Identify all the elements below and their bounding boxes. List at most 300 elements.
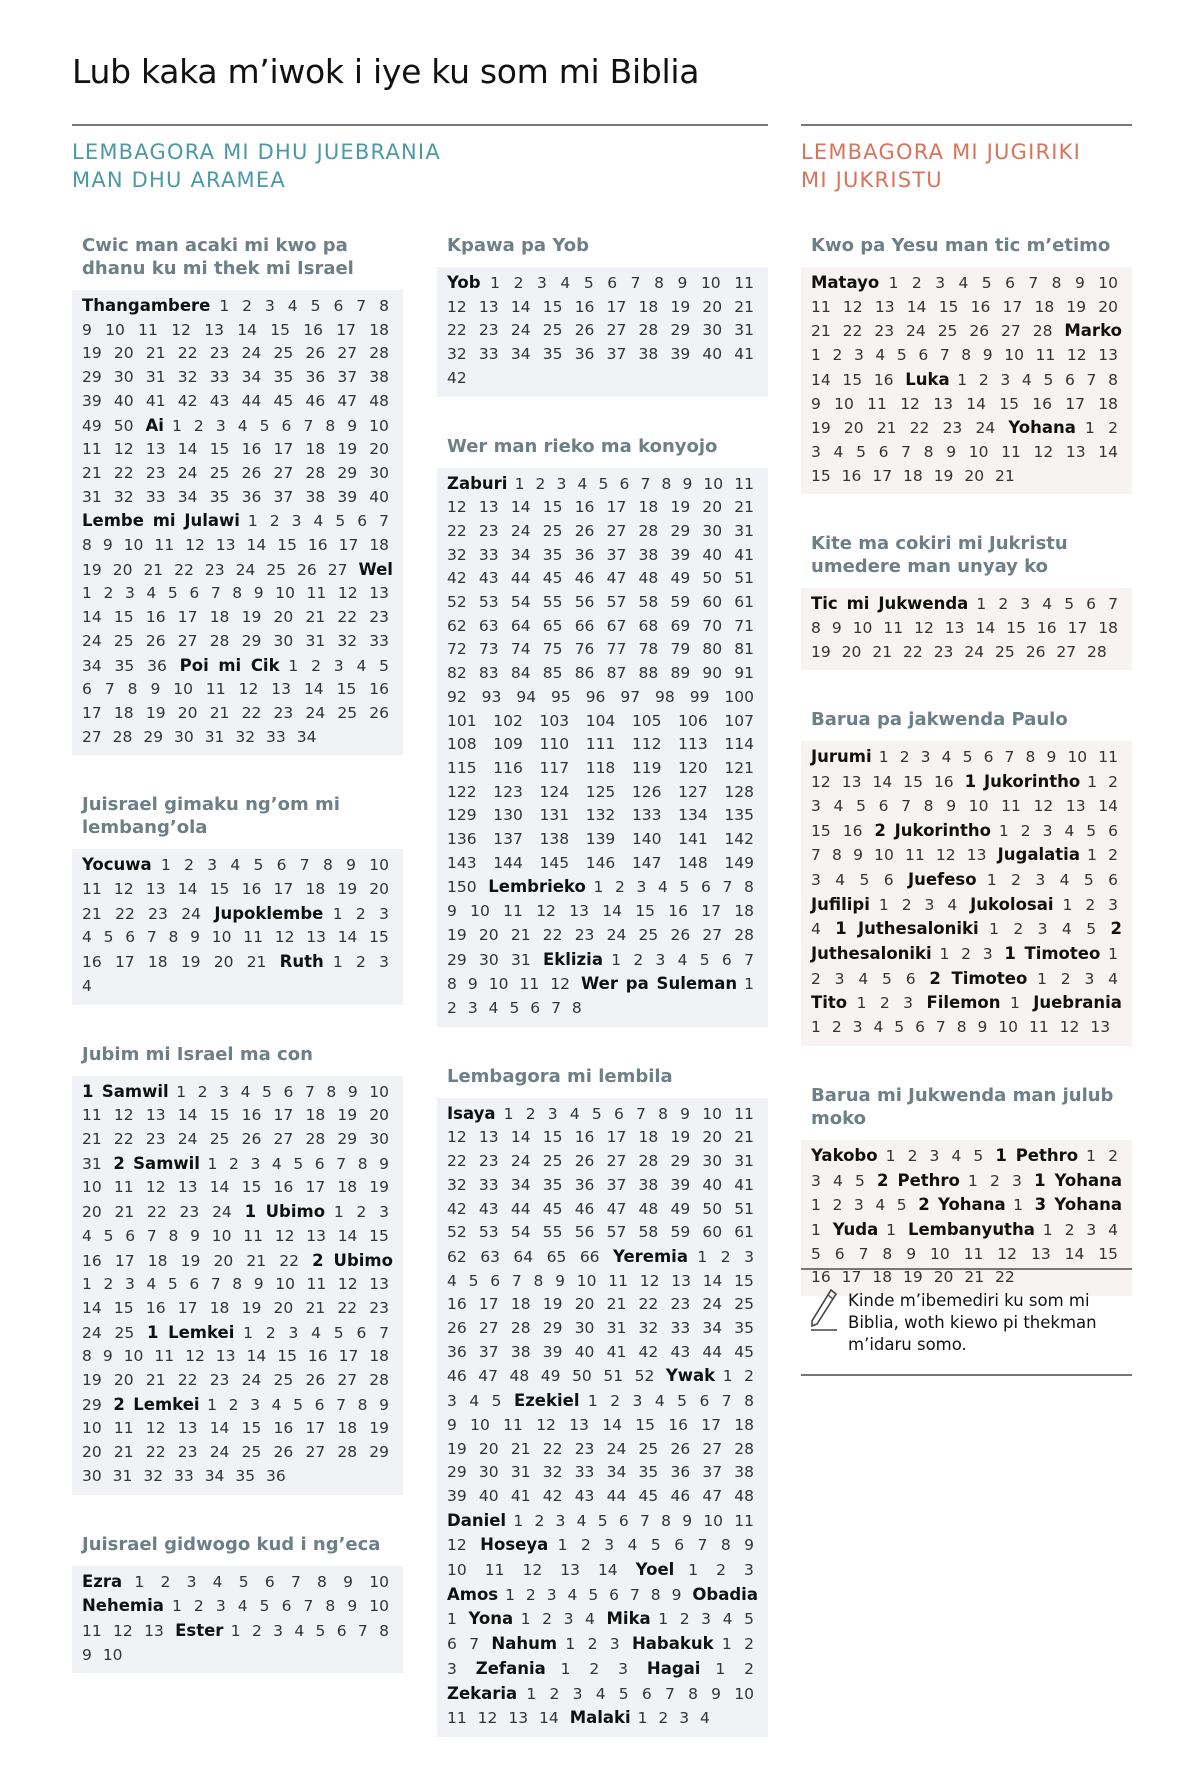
chapter-checkbox[interactable]: 44 [510,1199,531,1218]
chapter-checkbox[interactable]: 6 [878,796,889,815]
chapter-checkbox[interactable]: 20 [82,1203,102,1222]
chapter-checkbox[interactable]: 1 [989,920,999,939]
chapter-checkbox[interactable]: 26 [447,1319,467,1338]
chapter-checkbox[interactable]: 45 [273,391,294,410]
chapter-checkbox[interactable]: 10 [369,1597,389,1616]
chapter-checkbox[interactable]: 3 [852,1018,863,1037]
chapter-checkbox[interactable]: 17 [701,902,721,921]
chapter-checkbox[interactable]: 32 [447,345,467,364]
chapter-checkbox[interactable]: 28 [305,463,326,482]
chapter-checkbox[interactable]: 42 [447,368,467,387]
chapter-checkbox[interactable]: 26 [369,703,390,722]
chapter-checkbox[interactable]: 25 [266,560,287,579]
chapter-checkbox[interactable]: 7 [1086,370,1097,389]
chapter-checkbox[interactable]: 36 [305,368,326,387]
chapter-checkbox[interactable]: 29 [337,463,358,482]
chapter-checkbox[interactable]: 60 [702,1223,723,1242]
chapter-checkbox[interactable]: 14 [510,297,531,316]
chapter-checkbox[interactable]: 132 [585,806,616,825]
chapter-checkbox[interactable]: 12 [113,1621,133,1640]
chapter-checkbox[interactable]: 28 [112,727,133,746]
chapter-checkbox[interactable]: 5 [468,1271,479,1290]
chapter-checkbox[interactable]: 148 [678,853,708,872]
chapter-checkbox[interactable]: 31 [734,521,755,540]
chapter-checkbox[interactable]: 6 [281,416,292,435]
chapter-checkbox[interactable]: 1 [176,1082,187,1101]
chapter-checkbox[interactable]: 17 [841,1268,862,1287]
chapter-checkbox[interactable]: 59 [670,593,691,612]
chapter-checkbox[interactable]: 10 [734,1684,754,1703]
chapter-checkbox[interactable]: 4 [833,796,844,815]
chapter-checkbox[interactable]: 16 [145,1298,166,1317]
chapter-checkbox[interactable]: 12 [914,619,934,638]
chapter-checkbox[interactable]: 7 [630,274,641,292]
chapter-checkbox[interactable]: 34 [177,487,198,506]
chapter-checkbox[interactable]: 17 [305,1178,326,1197]
chapter-checkbox[interactable]: 6 [276,856,287,875]
chapter-checkbox[interactable]: 121 [724,758,754,777]
chapter-checkbox[interactable]: 23 [209,344,230,363]
chapter-checkbox[interactable]: 6 [915,1018,925,1037]
chapter-checkbox[interactable]: 27 [1001,322,1021,341]
chapter-checkbox[interactable]: 39 [670,1175,691,1194]
chapter-checkbox[interactable]: 32 [447,1175,467,1194]
chapter-checkbox[interactable]: 2 [549,1684,560,1703]
chapter-checkbox[interactable]: 23 [478,321,499,340]
chapter-checkbox[interactable]: 3 [834,969,845,988]
chapter-checkbox[interactable]: 35 [114,656,135,675]
chapter-checkbox[interactable]: 6 [641,1684,652,1703]
chapter-checkbox[interactable]: 21 [246,953,267,972]
chapter-checkbox[interactable]: 8 [82,1347,92,1366]
chapter-checkbox[interactable]: 10 [369,416,389,435]
chapter-checkbox[interactable]: 6 [609,1585,619,1604]
chapter-checkbox[interactable]: 22 [903,642,923,661]
chapter-checkbox[interactable]: 11 [503,1415,523,1434]
chapter-checkbox[interactable]: 30 [574,1319,595,1338]
chapter-checkbox[interactable]: 5 [896,346,907,365]
chapter-checkbox[interactable]: 18 [337,1419,358,1438]
chapter-checkbox[interactable]: 2 [978,370,989,389]
chapter-checkbox[interactable]: 9 [831,619,842,638]
chapter-checkbox[interactable]: 15 [635,1415,655,1434]
chapter-checkbox[interactable]: 23 [369,608,390,627]
chapter-checkbox[interactable]: 12 [337,584,358,603]
chapter-checkbox[interactable]: 150 [447,878,477,897]
chapter-checkbox[interactable]: 20 [478,1439,499,1458]
chapter-checkbox[interactable]: 20 [702,498,723,517]
chapter-checkbox[interactable]: 75 [542,640,563,659]
chapter-checkbox[interactable]: 45 [542,569,563,588]
chapter-checkbox[interactable]: 5 [167,584,178,603]
chapter-checkbox[interactable]: 9 [150,680,161,699]
chapter-checkbox[interactable]: 1 [939,945,950,964]
chapter-checkbox[interactable]: 5 [293,1154,304,1173]
chapter-checkbox[interactable]: 14 [539,1709,559,1728]
chapter-checkbox[interactable]: 4 [947,895,958,914]
chapter-checkbox[interactable]: 13 [569,1415,589,1434]
chapter-checkbox[interactable]: 11 [734,274,754,292]
chapter-checkbox[interactable]: 13 [1065,796,1086,815]
chapter-checkbox[interactable]: 12 [1033,442,1054,461]
chapter-checkbox[interactable]: 7 [640,474,651,493]
chapter-checkbox[interactable]: 2 [228,1154,239,1173]
chapter-checkbox[interactable]: 4 [858,969,869,988]
chapter-checkbox[interactable]: 17 [305,1419,326,1438]
chapter-checkbox[interactable]: 7 [858,1244,869,1263]
chapter-checkbox[interactable]: 22 [337,1298,358,1317]
chapter-checkbox[interactable]: 6 [82,680,92,699]
chapter-checkbox[interactable]: 25 [337,703,358,722]
chapter-checkbox[interactable]: 133 [631,806,662,825]
chapter-checkbox[interactable]: 30 [479,950,499,969]
chapter-checkbox[interactable]: 17 [872,466,893,485]
chapter-checkbox[interactable]: 36 [574,345,595,364]
chapter-checkbox[interactable]: 3 [853,1196,864,1215]
chapter-checkbox[interactable]: 41 [734,1175,755,1194]
chapter-checkbox[interactable]: 17 [338,1347,359,1366]
chapter-checkbox[interactable]: 9 [347,416,358,435]
chapter-checkbox[interactable]: 11 [484,1561,505,1580]
chapter-checkbox[interactable]: 50 [113,416,134,435]
chapter-checkbox[interactable]: 2 [587,1635,598,1654]
chapter-checkbox[interactable]: 11 [734,1104,754,1123]
chapter-checkbox[interactable]: 136 [447,830,477,849]
chapter-checkbox[interactable]: 3 [186,1572,197,1591]
chapter-checkbox[interactable]: 34 [82,656,102,675]
chapter-checkbox[interactable]: 3 [1012,1171,1022,1190]
chapter-checkbox[interactable]: 3 [124,584,135,603]
chapter-checkbox[interactable]: 2 [589,1659,600,1678]
chapter-checkbox[interactable]: 16 [574,498,595,517]
chapter-checkbox[interactable]: 5 [253,856,264,875]
chapter-checkbox[interactable]: 35 [273,368,294,387]
chapter-checkbox[interactable]: 6 [447,1635,457,1654]
chapter-checkbox[interactable]: 6 [490,1271,501,1290]
chapter-checkbox[interactable]: 8 [661,1511,671,1530]
chapter-checkbox[interactable]: 8 [956,1018,967,1037]
chapter-checkbox[interactable]: 15 [113,1298,134,1317]
chapter-checkbox[interactable]: 51 [734,1199,755,1218]
chapter-checkbox[interactable]: 61 [734,593,755,612]
chapter-checkbox[interactable]: 43 [478,1199,499,1218]
chapter-checkbox[interactable]: 33 [478,545,499,564]
chapter-checkbox[interactable]: 33 [478,1175,499,1194]
chapter-checkbox[interactable]: 105 [631,711,662,730]
chapter-checkbox[interactable]: 2 [535,474,546,493]
chapter-checkbox[interactable]: 11 [243,928,263,947]
chapter-checkbox[interactable]: 33 [574,1463,595,1482]
chapter-checkbox[interactable]: 74 [510,640,531,659]
chapter-checkbox[interactable]: 18 [638,297,659,316]
chapter-checkbox[interactable]: 106 [678,711,708,730]
chapter-checkbox[interactable]: 1 [333,1203,344,1222]
chapter-checkbox[interactable]: 1 [968,1171,978,1190]
chapter-checkbox[interactable]: 42 [542,1486,563,1505]
chapter-checkbox[interactable]: 7 [551,998,561,1017]
chapter-checkbox[interactable]: 14 [303,680,324,699]
chapter-checkbox[interactable]: 36 [266,1466,286,1485]
chapter-checkbox[interactable]: 3 [811,796,821,815]
chapter-checkbox[interactable]: 65 [542,616,563,635]
chapter-checkbox[interactable]: 5 [509,998,520,1017]
chapter-checkbox[interactable]: 10 [211,1226,232,1245]
chapter-checkbox[interactable]: 2 [961,945,971,964]
chapter-checkbox[interactable]: 2 [193,416,204,435]
chapter-checkbox[interactable]: 24 [177,1129,198,1148]
chapter-checkbox[interactable]: 18 [903,466,923,485]
chapter-checkbox[interactable]: 2 [1020,821,1031,840]
chapter-checkbox[interactable]: 8 [961,346,972,365]
chapter-checkbox[interactable]: 18 [209,1298,230,1317]
chapter-checkbox[interactable]: 31 [734,321,755,340]
chapter-checkbox[interactable]: 32 [638,1319,659,1338]
chapter-checkbox[interactable]: 10 [275,1275,295,1294]
chapter-checkbox[interactable]: 15 [938,297,959,316]
chapter-checkbox[interactable]: 27 [177,631,198,650]
chapter-checkbox[interactable]: 19 [241,1298,262,1317]
chapter-checkbox[interactable]: 94 [516,687,537,706]
chapter-checkbox[interactable]: 34 [606,1463,627,1482]
chapter-checkbox[interactable]: 6 [1108,870,1118,889]
chapter-checkbox[interactable]: 2 [525,1104,536,1123]
chapter-checkbox[interactable]: 23 [179,1203,200,1222]
chapter-checkbox[interactable]: 29 [241,631,262,650]
chapter-checkbox[interactable]: 11 [1028,1018,1049,1037]
chapter-checkbox[interactable]: 13 [144,1621,164,1640]
chapter-checkbox[interactable]: 40 [574,1342,595,1361]
chapter-checkbox[interactable]: 1 [557,1536,568,1555]
chapter-checkbox[interactable]: 10 [369,856,389,875]
chapter-checkbox[interactable]: 4 [722,1610,733,1629]
chapter-checkbox[interactable]: 147 [631,853,662,872]
chapter-checkbox[interactable]: 15 [635,902,655,921]
chapter-checkbox[interactable]: 26 [305,1371,326,1390]
chapter-checkbox[interactable]: 2 [513,274,524,292]
chapter-checkbox[interactable]: 8 [571,998,582,1017]
chapter-checkbox[interactable]: 16 [241,1106,262,1125]
chapter-checkbox[interactable]: 5 [1086,920,1097,939]
chapter-checkbox[interactable]: 25 [273,1371,294,1390]
chapter-checkbox[interactable]: 8 [168,1226,179,1245]
chapter-checkbox[interactable]: 5 [335,512,346,531]
chapter-checkbox[interactable]: 5 [679,878,690,897]
chapter-checkbox[interactable]: 2 [525,1585,536,1604]
chapter-checkbox[interactable]: 17 [177,1298,198,1317]
chapter-checkbox[interactable]: 5 [310,297,321,315]
chapter-checkbox[interactable]: 7 [299,856,310,875]
chapter-checkbox[interactable]: 2 [901,895,912,914]
chapter-checkbox[interactable]: 116 [493,758,523,777]
chapter-checkbox[interactable]: 4 [700,1709,710,1728]
chapter-checkbox[interactable]: 39 [447,1486,467,1505]
chapter-checkbox[interactable]: 10 [102,1645,123,1664]
chapter-checkbox[interactable]: 2 [542,1610,553,1629]
chapter-checkbox[interactable]: 3 [556,474,567,493]
chapter-checkbox[interactable]: 21 [734,498,755,517]
chapter-checkbox[interactable]: 13 [271,680,291,699]
chapter-checkbox[interactable]: 2 [744,1659,754,1678]
chapter-checkbox[interactable]: 8 [654,274,664,292]
chapter-checkbox[interactable]: 16 [273,1178,294,1197]
chapter-checkbox[interactable]: 1 [503,1104,514,1123]
chapter-checkbox[interactable]: 62 [447,1247,467,1266]
chapter-checkbox[interactable]: 24 [235,560,256,579]
chapter-checkbox[interactable]: 15 [209,440,230,459]
chapter-checkbox[interactable]: 41 [606,1342,627,1361]
chapter-checkbox[interactable]: 52 [634,1367,655,1386]
chapter-checkbox[interactable]: 14 [872,773,893,792]
chapter-checkbox[interactable]: 93 [481,687,502,706]
chapter-checkbox[interactable]: 9 [1046,748,1057,767]
chapter-checkbox[interactable]: 7 [664,1684,675,1703]
chapter-checkbox[interactable]: 18 [305,880,326,899]
chapter-checkbox[interactable]: 20 [841,642,862,661]
chapter-checkbox[interactable]: 20 [273,1298,294,1317]
chapter-checkbox[interactable]: 27 [702,1439,723,1458]
chapter-checkbox[interactable]: 22 [447,1152,467,1171]
chapter-checkbox[interactable]: 25 [209,463,230,482]
chapter-checkbox[interactable]: 1 [721,1635,732,1654]
chapter-checkbox[interactable]: 26 [574,521,595,540]
chapter-checkbox[interactable]: 1 [715,1659,726,1678]
chapter-checkbox[interactable]: 7 [721,1392,732,1411]
chapter-checkbox[interactable]: 15 [241,1419,262,1438]
chapter-checkbox[interactable]: 50 [702,1199,723,1218]
chapter-checkbox[interactable]: 27 [606,321,627,340]
chapter-checkbox[interactable]: 29 [337,1129,358,1148]
chapter-checkbox[interactable]: 37 [606,1175,627,1194]
chapter-checkbox[interactable]: 13 [145,440,166,459]
chapter-checkbox[interactable]: 86 [574,664,595,683]
chapter-checkbox[interactable]: 9 [811,394,821,413]
chapter-checkbox[interactable]: 2 [614,878,625,897]
chapter-checkbox[interactable]: 2 [311,656,321,675]
chapter-checkbox[interactable]: 96 [585,687,606,706]
chapter-checkbox[interactable]: 9 [347,1082,358,1101]
chapter-checkbox[interactable]: 15 [241,1178,262,1197]
chapter-checkbox[interactable]: 22 [447,521,467,540]
chapter-checkbox[interactable]: 31 [112,1466,133,1485]
chapter-checkbox[interactable]: 14 [82,1298,102,1317]
chapter-checkbox[interactable]: 63 [478,616,499,635]
chapter-checkbox[interactable]: 5 [981,274,992,292]
chapter-checkbox[interactable]: 1 [1108,945,1118,964]
chapter-checkbox[interactable]: 31 [82,487,102,506]
chapter-checkbox[interactable]: 43 [478,569,499,588]
chapter-checkbox[interactable]: 2 [610,1392,621,1411]
chapter-checkbox[interactable]: 14 [177,880,198,899]
chapter-checkbox[interactable]: 19 [670,498,691,517]
chapter-checkbox[interactable]: 4 [833,1171,843,1190]
chapter-checkbox[interactable]: 6 [281,1597,292,1616]
chapter-checkbox[interactable]: 2 [251,1621,262,1640]
chapter-checkbox[interactable]: 22 [909,419,930,438]
chapter-checkbox[interactable]: 7 [722,878,733,897]
chapter-checkbox[interactable]: 24 [241,1371,262,1390]
chapter-checkbox[interactable]: 19 [337,1106,358,1125]
chapter-checkbox[interactable]: 5 [491,1392,502,1411]
chapter-checkbox[interactable]: 8 [82,536,92,555]
chapter-checkbox[interactable]: 45 [542,1199,563,1218]
chapter-checkbox[interactable]: 23 [478,521,499,540]
chapter-checkbox[interactable]: 2 [716,1561,727,1580]
chapter-checkbox[interactable]: 11 [82,880,102,899]
chapter-checkbox[interactable]: 1 [1087,846,1097,865]
chapter-checkbox[interactable]: 13 [369,1275,389,1294]
chapter-checkbox[interactable]: 42 [638,1342,659,1361]
chapter-checkbox[interactable]: 11 [1001,796,1021,815]
chapter-checkbox[interactable]: 3 [1084,969,1095,988]
chapter-checkbox[interactable]: 1 [247,512,258,531]
chapter-checkbox[interactable]: 8 [661,474,672,493]
chapter-checkbox[interactable]: 3 [935,274,946,292]
chapter-checkbox[interactable]: 16 [1036,619,1057,638]
chapter-checkbox[interactable]: 13 [1030,1244,1051,1263]
chapter-checkbox[interactable]: 4 [875,346,886,365]
chapter-checkbox[interactable]: 24 [975,419,996,438]
chapter-checkbox[interactable]: 112 [631,735,662,754]
chapter-checkbox[interactable]: 5 [259,416,270,435]
chapter-checkbox[interactable]: 4 [82,928,92,947]
chapter-checkbox[interactable]: 29 [447,1463,467,1482]
chapter-checkbox[interactable]: 13 [841,773,862,792]
chapter-checkbox[interactable]: 16 [447,1295,467,1314]
chapter-checkbox[interactable]: 137 [493,830,523,849]
chapter-checkbox[interactable]: 17 [114,1251,135,1270]
chapter-checkbox[interactable]: 7 [811,846,821,865]
chapter-checkbox[interactable]: 2 [679,1610,690,1629]
chapter-checkbox[interactable]: 28 [209,631,230,650]
chapter-checkbox[interactable]: 49 [670,1199,691,1218]
chapter-checkbox[interactable]: 97 [620,687,641,706]
chapter-checkbox[interactable]: 7 [210,1275,221,1294]
chapter-checkbox[interactable]: 21 [209,703,230,722]
chapter-checkbox[interactable]: 107 [724,711,754,730]
chapter-checkbox[interactable]: 4 [577,474,588,493]
chapter-checkbox[interactable]: 130 [493,806,523,825]
chapter-checkbox[interactable]: 2 [831,1018,842,1037]
chapter-checkbox[interactable]: 21 [510,925,531,944]
chapter-checkbox[interactable]: 7 [210,584,221,603]
chapter-checkbox[interactable]: 131 [539,806,570,825]
chapter-checkbox[interactable]: 91 [734,664,755,683]
chapter-checkbox[interactable]: 8 [923,442,934,461]
chapter-checkbox[interactable]: 6 [333,297,344,315]
chapter-checkbox[interactable]: 5 [238,1572,249,1591]
chapter-checkbox[interactable]: 11 [138,320,158,339]
chapter-checkbox[interactable]: 1 [856,994,867,1013]
chapter-checkbox[interactable]: 15 [542,1128,563,1147]
chapter-checkbox[interactable]: 20 [113,344,134,363]
chapter-checkbox[interactable]: 13 [560,1561,580,1580]
chapter-checkbox[interactable]: 40 [702,1175,723,1194]
chapter-checkbox[interactable]: 3 [250,1154,261,1173]
chapter-checkbox[interactable]: 64 [513,1247,534,1266]
chapter-checkbox[interactable]: 40 [702,545,723,564]
chapter-checkbox[interactable]: 51 [734,569,755,588]
chapter-checkbox[interactable]: 27 [1056,642,1077,661]
chapter-checkbox[interactable]: 10 [852,619,873,638]
chapter-checkbox[interactable]: 3 [333,656,344,675]
chapter-checkbox[interactable]: 3 [903,994,914,1013]
chapter-checkbox[interactable]: 19 [241,608,262,627]
chapter-checkbox[interactable]: 1 [82,584,92,603]
chapter-checkbox[interactable]: 3 [744,1561,754,1580]
chapter-checkbox[interactable]: 25 [638,1439,659,1458]
chapter-checkbox[interactable]: 35 [638,1463,659,1482]
chapter-checkbox[interactable]: 1 [885,1146,896,1165]
